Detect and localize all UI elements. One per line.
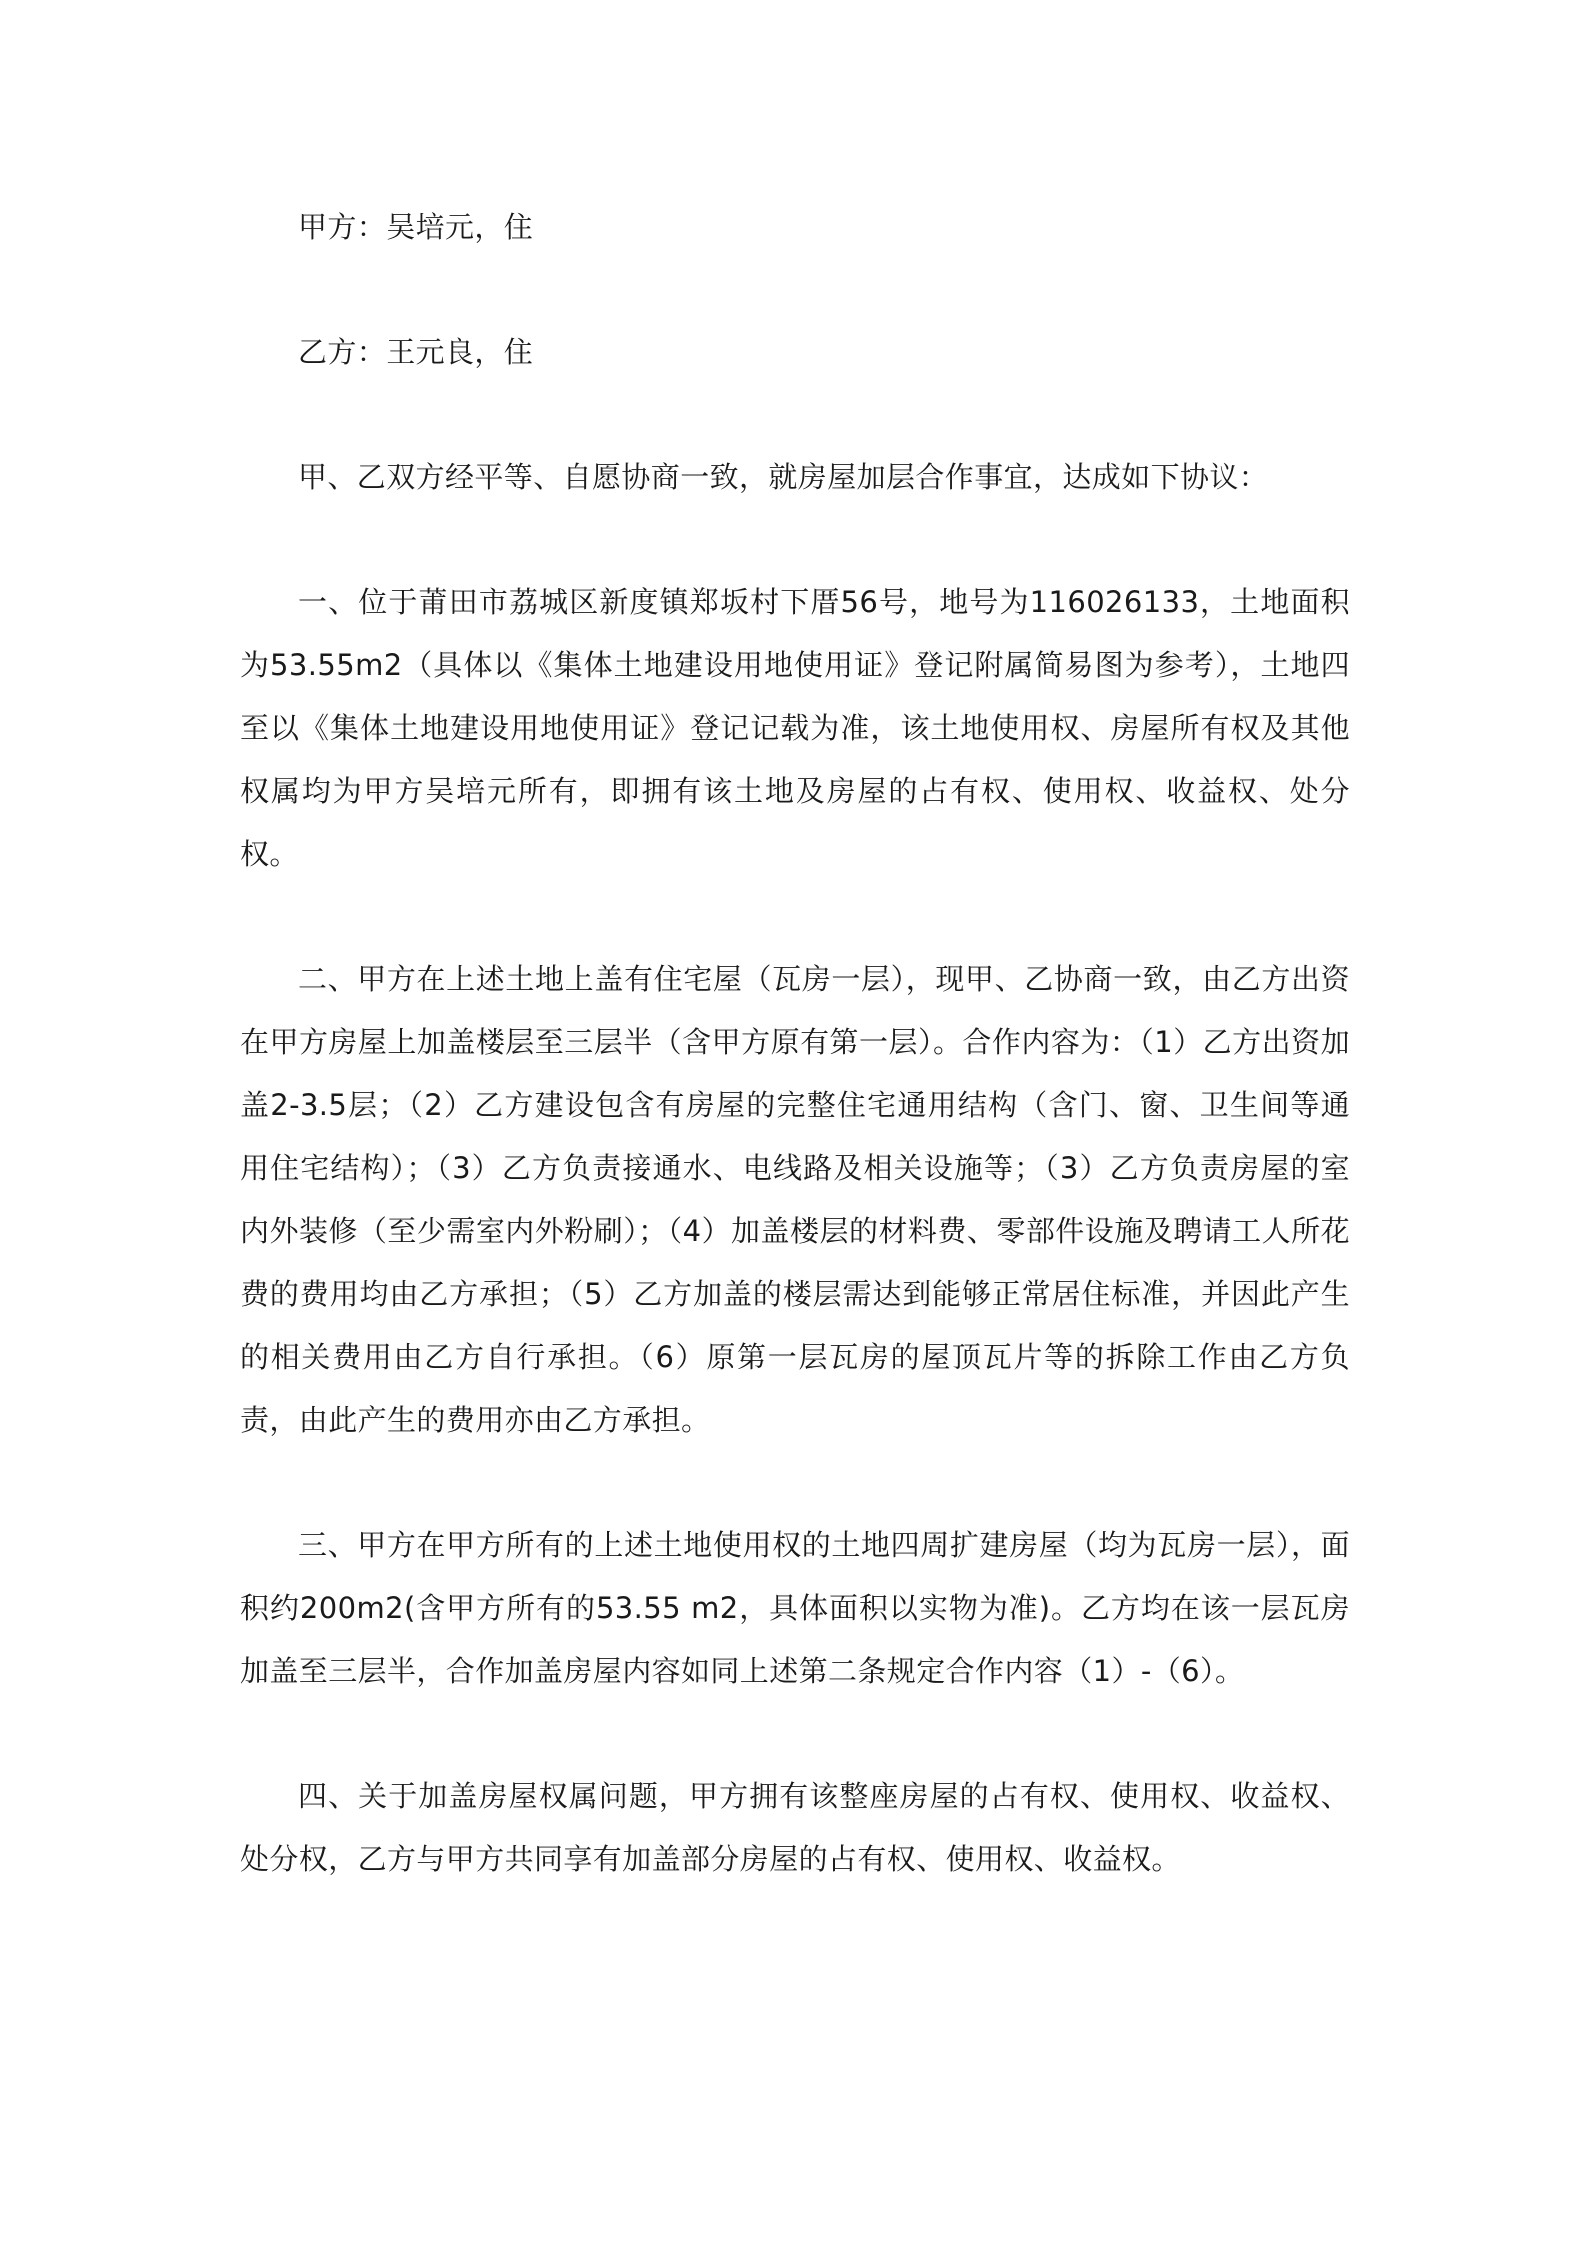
article-2: 二、甲方在上述土地上盖有住宅屋（瓦房一层），现甲、乙协商一致，由乙方出资在甲方房屋上加盖楼层至三层半（含甲方原有第一层）。合作内容为：（1）乙方出资加盖2-3.5层；（2）乙方建设包含有房屋的完整住宅通用结构（含门、窗、卫生间等通用住宅结构）；（3）乙方负责接通水、电线路及相关设施等；（3）乙方负责房屋的室内外装修（至少需室内外粉刷）；（4）加盖楼层的材料费、零部件设施及聘请工人所花费的费用均由乙方承担；（5）乙方加盖的楼层需达到能够正常居住标准，并因此产生的相关费用由乙方自行承担。（6）原第一层瓦房的屋顶瓦片等的拆除工作由乙方负责，由此产生的费用亦由乙方承担。 <box>240 962 1350 1437</box>
document-body <box>240 196 1350 1891</box>
agreement-intro: 甲、乙双方经平等、自愿协商一致，就房屋加层合作事宜，达成如下协议： <box>298 460 1269 494</box>
article-1: 一、位于莆田市荔城区新度镇郑坂村下厝56号，地号为116026133，土地面积为53.55m2（具体以《集体土地建设用地使用证》登记附属简易图为参考），土地四至以《集体土地建设用地使用证》登记记载为准，该土地使用权、房屋所有权及其他权属均为甲方吴培元所有，即拥有该土地及房屋的占有权、使用权、收益权、处分权。 <box>240 585 1350 871</box>
article-3: 三、甲方在甲方所有的上述土地使用权的土地四周扩建房屋（均为瓦房一层），面积约200m2(含甲方所有的53.55 m2，具体面积以实物为准)。乙方均在该一层瓦房加盖至三层半，合作加盖房屋内容如同上述第二条规定合作内容（1）-（6）。 <box>240 1528 1350 1688</box>
party-a-line: 甲方：吴培元，住 <box>298 210 534 244</box>
party-b-line: 乙方：王元良，住 <box>298 335 534 369</box>
article-4: 四、关于加盖房屋权属问题，甲方拥有该整座房屋的占有权、使用权、收益权、处分权，乙方与甲方共同享有加盖部分房屋的占有权、使用权、收益权。 <box>240 1779 1350 1876</box>
